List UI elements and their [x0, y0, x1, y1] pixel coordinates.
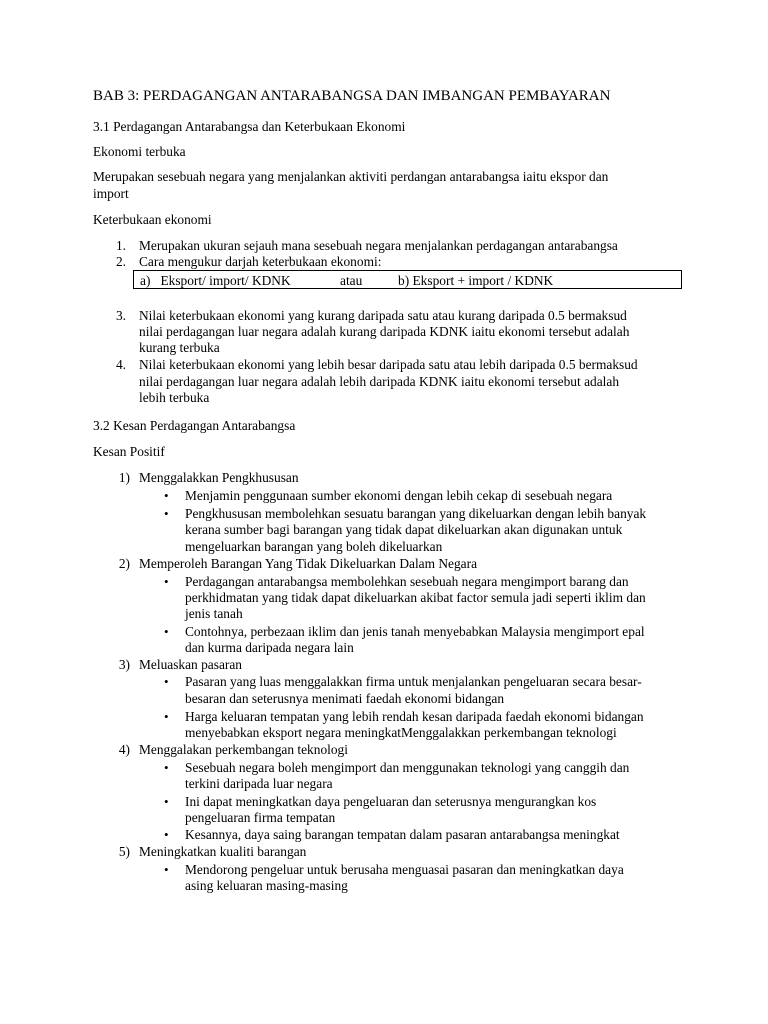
formula-b: b) Eksport + import / KDNK — [398, 273, 554, 288]
bullet-text: Mendorong pengeluar untuk berusaha menguasai pasaran dan meningkatkan daya — [185, 862, 624, 877]
bullet-text: Perdagangan antarabangsa membolehkan sesebuah negara mengimport barang dan — [185, 574, 629, 589]
list-item-text: Cara mengukur darjah keterbukaan ekonomi: — [139, 254, 382, 269]
bullet-icon: • — [164, 794, 169, 809]
list-number: 3) — [118, 657, 130, 672]
list-number: 3. — [115, 308, 126, 323]
list-number: 2) — [118, 556, 130, 571]
list-number: 4. — [115, 357, 126, 372]
bullet-text: Harga keluaran tempatan yang lebih rendah kesan daripada faedah ekonomi bidangan — [185, 709, 644, 724]
bullet-icon: • — [164, 827, 169, 842]
bullet-icon: • — [164, 506, 169, 521]
list-number: 4) — [118, 742, 130, 757]
formula-or: atau — [340, 273, 363, 288]
list-item-heading: Menggalakan perkembangan teknologi — [139, 742, 348, 757]
list-item-text: Nilai keterbukaan ekonomi yang lebih besar daripada satu atau lebih daripada 0.5 bermaksud — [139, 357, 638, 372]
term-heading: Keterbukaan ekonomi — [93, 212, 212, 227]
page-title: BAB 3: PERDAGANGAN ANTARABANGSA DAN IMBANGAN PEMBAYARAN — [93, 88, 611, 104]
subsection-heading: Kesan Positif — [93, 444, 165, 459]
list-item-heading: Meningkatkan kualiti barangan — [139, 844, 307, 859]
list-item-heading: Meluaskan pasaran — [139, 657, 242, 672]
term-heading: Ekonomi terbuka — [93, 144, 186, 159]
bullet-text: Kesannya, daya saing barangan tempatan dalam pasaran antarabangsa meningkat — [185, 827, 620, 842]
list-item-text: lebih terbuka — [139, 390, 210, 405]
list-item-text: nilai perdagangan luar negara adalah lebih daripada KDNK iaitu ekonomi tersebut adalah — [139, 374, 620, 389]
bullet-icon: • — [164, 674, 169, 689]
bullet-text: perkhidmatan yang tidak dapat dikeluarkan akibat factor semula jadi seperti iklim dan — [185, 590, 646, 605]
list-number: 1. — [115, 238, 126, 253]
list-item-heading: Menggalakkan Pengkhususan — [139, 470, 299, 485]
bullet-icon: • — [164, 624, 169, 639]
bullet-text: menyebabkan eksport negara meningkatMenggalakkan perkembangan teknologi — [185, 725, 617, 740]
bullet-icon: • — [164, 862, 169, 877]
list-item-text: Nilai keterbukaan ekonomi yang kurang daripada satu atau kurang daripada 0.5 bermaksud — [139, 308, 627, 323]
bullet-text: dan kurma daripada negara lain — [185, 640, 354, 655]
bullet-text: jenis tanah — [185, 606, 243, 621]
bullet-icon: • — [164, 488, 169, 503]
formula-a: a) Eksport/ import/ KDNK — [140, 273, 291, 288]
bullet-text: besaran dan seterusnya menimati faedah ekonomi bidangan — [185, 691, 505, 706]
bullet-text: Pasaran yang luas menggalakkan firma untuk menjalankan pengeluaran secara besar- — [185, 674, 642, 689]
bullet-text: mengeluarkan barangan yang boleh dikeluarkan — [185, 539, 443, 554]
list-number: 5) — [118, 844, 130, 859]
bullet-icon: • — [164, 574, 169, 589]
list-item-text: kurang terbuka — [139, 340, 220, 355]
list-number: 2. — [115, 254, 126, 269]
list-item-text: Merupakan ukuran sejauh mana sesebuah negara menjalankan perdagangan antarabangsa — [139, 238, 618, 253]
bullet-text: Contohnya, perbezaan iklim dan jenis tanah menyebabkan Malaysia mengimport epal — [185, 624, 645, 639]
bullet-text: Menjamin penggunaan sumber ekonomi dengan lebih cekap di sesebuah negara — [185, 488, 613, 503]
section-heading-3-2: 3.2 Kesan Perdagangan Antarabangsa — [93, 418, 296, 433]
bullet-text: Ini dapat meningkatkan daya pengeluaran dan seterusnya mengurangkan kos — [185, 794, 597, 809]
definition-line: Merupakan sesebuah negara yang menjalankan aktiviti perdangan antarabangsa iaitu ekspor dan — [93, 169, 609, 184]
bullet-icon: • — [164, 709, 169, 724]
bullet-text: asing keluaran masing-masing — [185, 878, 348, 893]
definition-line: import — [93, 186, 129, 201]
bullet-text: terkini daripada luar negara — [185, 776, 333, 791]
bullet-text: Pengkhususan membolehkan sesuatu barangan yang dikeluarkan dengan lebih banyak — [185, 506, 647, 521]
bullet-text: Sesebuah negara boleh mengimport dan menggunakan teknologi yang canggih dan — [185, 760, 630, 775]
list-number: 1) — [118, 470, 130, 485]
formula-box — [133, 270, 682, 289]
bullet-text: pengeluaran firma tempatan — [185, 810, 336, 825]
section-heading-3-1: 3.1 Perdagangan Antarabangsa dan Keterbukaan Ekonomi — [93, 119, 406, 134]
list-item-heading: Memperoleh Barangan Yang Tidak Dikeluarkan Dalam Negara — [139, 556, 478, 571]
bullet-text: kerana sumber bagi barangan yang tidak dapat dikeluarkan akan digunakan untuk — [185, 522, 623, 537]
bullet-icon: • — [164, 760, 169, 775]
list-item-text: nilai perdagangan luar negara adalah kurang daripada KDNK iaitu ekonomi tersebut adalah — [139, 324, 630, 339]
